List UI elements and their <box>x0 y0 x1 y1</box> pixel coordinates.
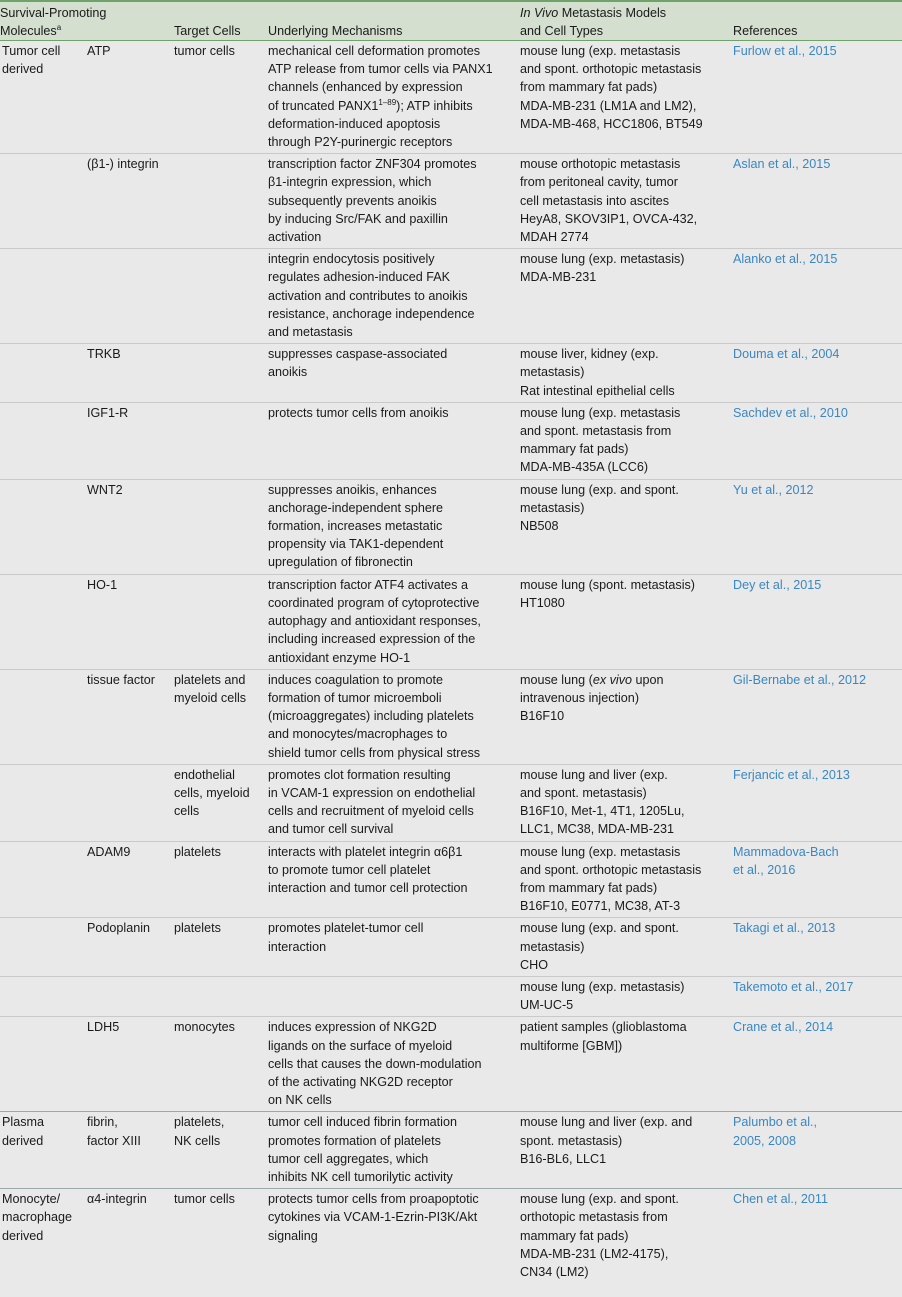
mechanism: tumor cell induced fibrin formation promotes formation of platelets tumor cell aggregates, which inhibits NK cell tumorilytic activity <box>268 1115 457 1184</box>
mechanism: protects tumor cells from proapoptotic cytokines via VCAM-1-Ezrin-PI3K/Akt signaling <box>268 1192 479 1243</box>
table-row <box>0 153 902 248</box>
metastasis-model: mouse liver, kidney (exp. metastasis) Rat intestinal epithelial cells <box>520 347 675 398</box>
mechanism: interacts with platelet integrin α6β1 to promote tumor cell platelet interaction and tumor cell protection <box>268 844 468 895</box>
table-row <box>0 248 902 343</box>
mechanism: induces coagulation to promote formation of tumor microemboli (microaggregates) including platelets and monocytes/macrophages to shield tumor cells from physical stress <box>268 672 481 760</box>
table-row <box>0 1111 902 1188</box>
reference-link[interactable]: Chen et al., 2011 <box>733 1192 828 1207</box>
header-references: References <box>733 24 798 39</box>
target-cells: platelets, NK cells <box>174 1115 225 1148</box>
reference-link[interactable]: Gil-Bernabe et al., 2012 <box>733 672 867 687</box>
group-label <box>0 766 87 839</box>
mechanism <box>268 978 520 1014</box>
reference-link[interactable]: Takemoto et al., 2017 <box>733 979 854 994</box>
target-cells: endothelial cells, myeloid cells <box>174 767 250 819</box>
table-row <box>0 343 902 402</box>
molecule-name <box>87 766 174 839</box>
group-label <box>0 250 87 341</box>
reference-link[interactable]: Dey et al., 2015 <box>733 577 822 592</box>
group-label: Monocyte/ macrophage derived <box>2 1192 73 1243</box>
target-cells <box>174 404 268 477</box>
target-cells: monocytes <box>174 1020 235 1035</box>
table-row <box>0 1188 902 1283</box>
table-row <box>0 976 902 1016</box>
metastasis-model: mouse lung and liver (exp. and spont. metastasis) B16-BL6, LLC1 <box>520 1115 693 1166</box>
metastasis-model: mouse lung (spont. metastasis) HT1080 <box>520 577 695 610</box>
target-cells: tumor cells <box>174 44 235 58</box>
table-row <box>0 669 902 764</box>
target-cells <box>174 978 268 1014</box>
group-label <box>0 1018 87 1109</box>
table-row <box>0 41 902 153</box>
mechanism: protects tumor cells from anoikis <box>268 405 449 420</box>
reference-link[interactable]: Mammadova-Bach et al., 2016 <box>733 844 839 877</box>
molecule-name: LDH5 <box>87 1020 120 1035</box>
metastasis-model: mouse lung (exp. metastasis and spont. orthotopic metastasis from mammary fat pads) B16F10, E0771, MC38, AT-3 <box>520 844 702 914</box>
molecule-name: tissue factor <box>87 672 155 687</box>
group-label <box>0 481 87 572</box>
mechanism: transcription factor ATF4 activates a coordinated program of cytoprotective autophagy and antioxidant responses, including increased expression of the antioxidant enzyme HO-1 <box>268 577 481 665</box>
header-mechanisms: Underlying Mechanisms <box>268 24 403 39</box>
target-cells: platelets <box>174 844 221 859</box>
reference-link[interactable]: Aslan et al., 2015 <box>733 157 831 172</box>
molecule-name: TRKB <box>87 347 121 362</box>
group-label <box>0 919 87 974</box>
target-cells: platelets <box>174 921 221 936</box>
molecule-name <box>87 250 174 341</box>
metastasis-model: mouse lung (exp. metastasis) MDA-MB-231 <box>520 252 685 285</box>
group-label <box>0 843 87 916</box>
group-label <box>0 576 87 667</box>
molecule-name: α4-integrin <box>87 1192 147 1207</box>
table-row <box>0 479 902 574</box>
target-cells <box>174 576 268 667</box>
molecule-name: fibrin, factor XIII <box>87 1115 141 1148</box>
molecule-name: ADAM9 <box>87 844 131 859</box>
table-row <box>0 917 902 976</box>
reference-link[interactable]: Sachdev et al., 2010 <box>733 405 848 420</box>
group-label: Tumor cell derived <box>2 44 61 77</box>
metastasis-model: patient samples (glioblastoma multiforme [GBM]) <box>520 1020 687 1053</box>
table-row <box>0 1016 902 1111</box>
target-cells: platelets and myeloid cells <box>174 672 247 705</box>
reference-link[interactable]: Ferjancic et al., 2013 <box>733 767 850 782</box>
table-header <box>0 2 902 41</box>
molecule-name: WNT2 <box>87 482 123 497</box>
group-label <box>0 671 87 762</box>
reference-link[interactable]: Douma et al., 2004 <box>733 347 840 362</box>
metastasis-model: mouse lung (exp. metastasis and spont. orthotopic metastasis from mammary fat pads) MDA-MB-231 (LM1A and LM2), MDA-MB-468, HCC1806, BT549 <box>520 44 703 131</box>
reference-link[interactable]: Yu et al., 2012 <box>733 482 814 497</box>
table-row <box>0 574 902 669</box>
group-label <box>0 978 87 1014</box>
molecule-name: IGF1-R <box>87 405 129 420</box>
group-label <box>0 155 87 246</box>
header-target-cells: Target Cells <box>174 24 241 39</box>
group-label: Plasma derived <box>2 1115 44 1148</box>
mechanism: promotes platelet-tumor cell interaction <box>268 921 424 954</box>
target-cells <box>174 345 268 400</box>
molecule-name <box>87 978 174 1014</box>
molecule-name: (β1-) integrin <box>87 157 159 172</box>
metastasis-model: mouse lung (exp. metastasis) UM-UC-5 <box>520 979 685 1013</box>
reference-link[interactable]: Furlow et al., 2015 <box>733 44 837 58</box>
reference-link[interactable]: Palumbo et al., 2005, 2008 <box>733 1115 818 1148</box>
target-cells: tumor cells <box>174 1192 235 1207</box>
header-molecules: Survival-Promoting Molecules$^a$ <box>0 6 107 39</box>
target-cells <box>174 250 268 341</box>
metastasis-model: mouse lung (ex vivo upon intravenous injection) B16F10 <box>520 672 664 724</box>
molecule-name: HO-1 <box>87 577 118 592</box>
reference-link[interactable]: Crane et al., 2014 <box>733 1020 834 1035</box>
group-label <box>0 404 87 477</box>
table-body <box>0 41 902 1283</box>
table-row <box>0 402 902 479</box>
mechanism: induces expression of NKG2D ligands on the surface of myeloid cells that causes the down-modulation of the activating NKG2D receptor on NK cells <box>268 1020 482 1108</box>
mechanism: mechanical cell deformation promotes ATP release from tumor cells via PANX1 channels (enhanced by expression of truncated PANX1$^{1-89}$); ATP inhibits deformation-induced apoptosis through P2Y-purinergic receptors <box>268 44 493 150</box>
group-label <box>0 345 87 400</box>
reference-link[interactable]: Alanko et al., 2015 <box>733 252 838 267</box>
target-cells <box>174 481 268 572</box>
mechanism: suppresses caspase-associated anoikis <box>268 347 448 380</box>
table-row <box>0 841 902 918</box>
mechanism: suppresses anoikis, enhances anchorage-independent sphere formation, increases metastatic propensity via TAK1-dependent upregulation of fibronectin <box>268 482 444 570</box>
metastasis-model: mouse lung (exp. and spont. metastasis) CHO <box>520 921 679 972</box>
mechanism: integrin endocytosis positively regulates adhesion-induced FAK activation and contributes to anoikis resistance, anchorage independence and metastasis <box>268 252 475 340</box>
reference-link[interactable]: Takagi et al., 2013 <box>733 921 836 936</box>
header-models: In Vivo Metastasis Models and Cell Types <box>520 6 667 39</box>
target-cells <box>174 155 268 246</box>
molecule-name: ATP <box>87 44 111 58</box>
table-row <box>0 764 902 841</box>
metastasis-model: mouse lung (exp. metastasis and spont. metastasis from mammary fat pads) MDA-MB-435A (LCC6) <box>520 405 681 475</box>
mechanism: promotes clot formation resulting in VCAM-1 expression on endothelial cells and recruitment of myeloid cells and tumor cell survival <box>268 767 476 837</box>
metastasis-model: mouse lung (exp. and spont. orthotopic metastasis from mammary fat pads) MDA-MB-231 (LM2-4175), CN34 (LM2) <box>520 1192 679 1279</box>
metastasis-model: mouse lung (exp. and spont. metastasis) NB508 <box>520 482 679 534</box>
metastasis-model: mouse lung and liver (exp. and spont. metastasis) B16F10, Met-1, 4T1, 1205Lu, LLC1, MC38, MDA-MB-231 <box>520 767 685 837</box>
metastasis-model: mouse orthotopic metastasis from peritoneal cavity, tumor cell metastasis into ascites HeyA8, SKOV3IP1, OVCA-432, MDAH 2774 <box>520 157 698 245</box>
mechanism: transcription factor ZNF304 promotes β1-integrin expression, which subsequently prevents anoikis by inducing Src/FAK and paxillin activation <box>268 157 477 245</box>
molecule-name: Podoplanin <box>87 921 151 936</box>
